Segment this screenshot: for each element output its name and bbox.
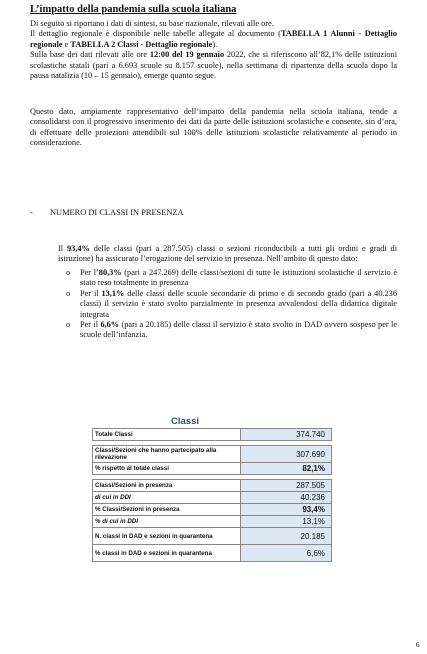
presence-percent: 93,4% (66, 244, 90, 253)
classes-summary-table (92, 428, 332, 562)
row-label: Totale Classi (93, 429, 241, 441)
table-1-reference: TABELLA 1 Alunni - Dettaglio regionale (30, 29, 397, 49)
row-label: % rispetto al totale classi (93, 463, 241, 475)
intro-line-2: Il dettaglio regionale è disponibile nelle tabelle allegate al documento (TABELLA 1 Alunni - Dettaglio regionale e TABELLA 2 Classi - Dettaglio regionale). (30, 29, 397, 49)
row-value: 20.185 (241, 528, 332, 545)
table-row (93, 545, 332, 562)
row-label: Classi/Sezioni in presenza (93, 480, 241, 492)
table-2-reference: TABELLA 2 Classi - Dettaglio regionale (70, 39, 213, 49)
row-value: 287.505 (241, 480, 332, 492)
row-label: Classi/Sezioni che hanno partecipato alla rilevazione (93, 446, 241, 463)
intro-paragraph (30, 19, 397, 81)
representativeness-paragraph: Questo dato, ampiamente rappresentativo dell’impatto della pandemia nella scuola italiana, tende a consolidarsi con il progressivo inserimento dei dati da parte delle istituzioni scolastiche e consente, sin d’ora, di effettuare delle proiezioni attendibili sul 100% delle istituzioni scolastiche relativamente al periodo in considerazione. (30, 107, 397, 148)
table-row (93, 504, 332, 516)
table-row (93, 516, 332, 528)
bullet-circle-icon: o (66, 320, 71, 330)
row-value: 307.690 (241, 446, 332, 463)
list-item: o Per l’80,3% (pari a 247.269) delle classi/sezioni di tutte le istituzioni scolastiche il servizio è stato reso totalmente in presenza (66, 268, 398, 288)
table-row (93, 528, 332, 545)
table-row (93, 480, 332, 492)
row-value: 6,6% (241, 545, 332, 562)
list-item: o Per il 6,6% (pari a 20.185) delle classi il servizio è stato svolto in DAD ovvero sospeso per le scuole dell’infanzia. (66, 320, 398, 340)
row-value: 40.236 (241, 492, 332, 504)
row-label: di cui in DDI (93, 492, 241, 504)
list-item: o Per il 13,1% delle classi delle scuole secondarie di primo e di secondo grado (pari a 40.236 classi) il servizio è stato svolto parzialmente in presenza avvalendosi della didattica digitale integrata (66, 288, 397, 319)
page-title: L’impatto della pandemia sulla scuola italiana (30, 4, 237, 15)
row-label: % Classi/Sezioni in presenza (93, 504, 241, 516)
row-value: 82,1% (241, 463, 332, 475)
row-value: 13,1% (241, 516, 332, 528)
table-row (93, 492, 332, 504)
section-label: NUMERO DI CLASSI IN PRESENZA (50, 208, 184, 217)
section-heading (30, 208, 184, 217)
section-dash: - (30, 208, 33, 217)
table-row (93, 429, 332, 441)
table-row (93, 463, 332, 475)
table-title: Classi (171, 416, 199, 427)
intro-line-1: Di seguito si riportano i dati di sintesi, su base nazionale, rilevati alle ore. (30, 19, 274, 28)
page-number: 6 (416, 641, 420, 649)
table-row (93, 446, 332, 463)
row-label: % classi in DAD e sezioni in quarantena (93, 545, 241, 562)
bullet-circle-icon: o (66, 268, 71, 277)
row-value: 374.740 (241, 429, 332, 441)
survey-time: 12:00 del 19 gennaio (149, 50, 225, 60)
row-value: 93,4% (241, 504, 332, 516)
bullet-circle-icon: o (66, 288, 71, 298)
intro-line-3: Sulla base dei dati rilevati alle ore 12:00 del 19 gennaio 2022, che si riferiscono all’82,1% delle istituzioni scolastiche statali (pari a 6.693 scuole su 8.157 scuole), nella settimana di ripartenza della scuola dopo la pausa natalizia (10 – 15 gennaio), emerge quanto segue. (30, 50, 397, 81)
row-label: N. classi in DAD e sezioni in quarantena (93, 528, 241, 545)
presence-breakdown-list (66, 268, 397, 341)
row-label: % di cui in DDI (93, 516, 241, 528)
presence-paragraph: Il 93,4% delle classi (pari a 287.505) classi o sezioni riconducibili a tutti gli ordini e gradi di istruzione) ha assicurato l’erogazione del servizio in presenza. Nell’ambito di questo dato: (58, 244, 397, 264)
